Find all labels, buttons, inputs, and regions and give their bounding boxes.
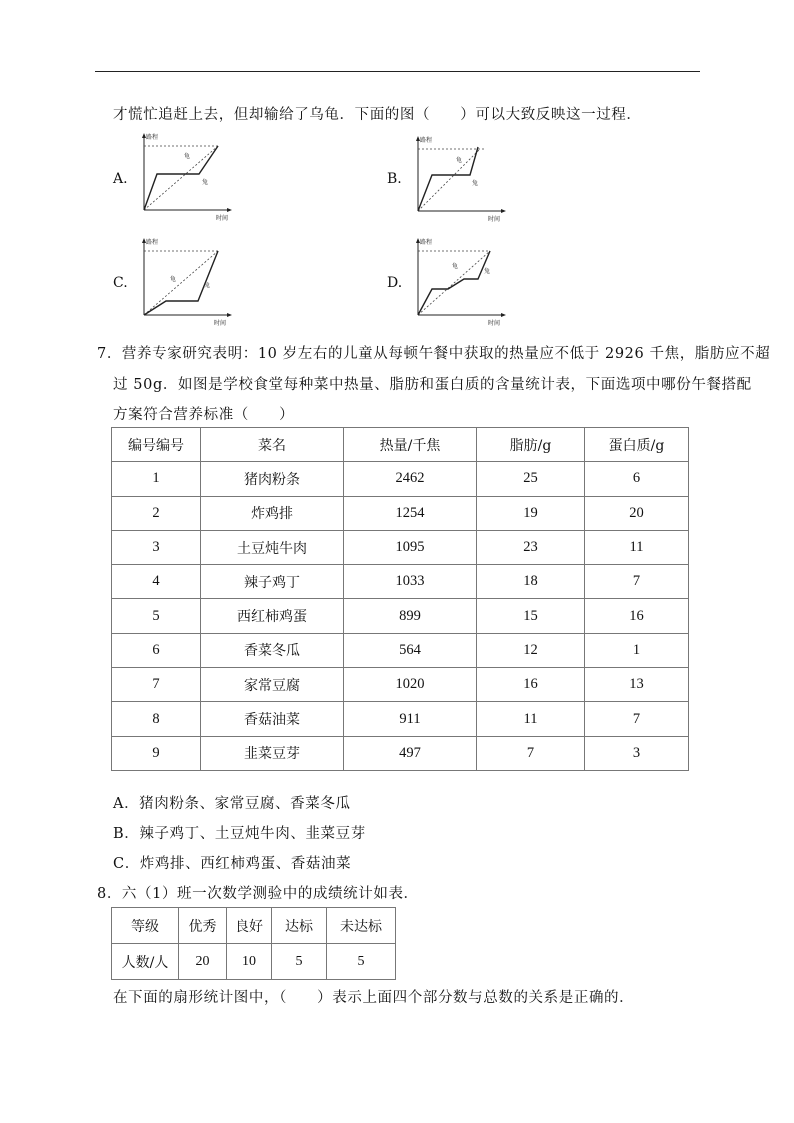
q6-a-y-axis-label: 路程 [146, 134, 159, 141]
cell-id: 3 [112, 530, 201, 564]
cell-protein: 7 [585, 565, 689, 599]
table-row [112, 565, 689, 599]
q6-b-x-axis-label: 时间 [488, 216, 501, 223]
cell-fat: 18 [477, 565, 585, 599]
col-header-id: 编号编号 [112, 428, 201, 462]
cell-protein: 11 [585, 530, 689, 564]
cell-fat: 11 [477, 702, 585, 736]
col-header-protein: 蛋白质/g [585, 428, 689, 462]
cell-fat: 12 [477, 633, 585, 667]
table-row [112, 736, 689, 770]
col-header-energy: 热量/千焦 [344, 428, 477, 462]
grade-count-fail: 5 [327, 944, 396, 980]
cell-energy: 497 [344, 736, 477, 770]
q6-d-rabbit-label: 兔 [484, 268, 491, 275]
q6-b-rabbit-label: 兔 [472, 180, 479, 187]
cell-dish: 家常豆腐 [201, 668, 344, 702]
q6-option-a-label: A. [113, 171, 128, 187]
cell-dish: 香菜冬瓜 [201, 633, 344, 667]
cell-energy: 564 [344, 633, 477, 667]
grade-header-good: 良好 [227, 908, 272, 944]
cell-protein: 1 [585, 633, 689, 667]
q6-option-b-label: B. [387, 171, 402, 187]
cell-protein: 3 [585, 736, 689, 770]
grade-count-pass: 5 [272, 944, 327, 980]
cell-id: 2 [112, 496, 201, 530]
nutrition-table-header [112, 428, 689, 462]
q6-d-tortoise-label: 龟 [452, 263, 459, 270]
cell-dish: 猪肉粉条 [201, 462, 344, 496]
header-rule [95, 71, 700, 72]
cell-id: 5 [112, 599, 201, 633]
grade-header-pass: 达标 [272, 908, 327, 944]
cell-dish: 西红柿鸡蛋 [201, 599, 344, 633]
cell-id: 9 [112, 736, 201, 770]
cell-protein: 7 [585, 702, 689, 736]
cell-fat: 7 [477, 736, 585, 770]
cell-protein: 20 [585, 496, 689, 530]
cell-id: 7 [112, 668, 201, 702]
q6-c-rabbit-label: 兔 [204, 282, 211, 289]
cell-id: 1 [112, 462, 201, 496]
grade-header-excellent: 优秀 [179, 908, 227, 944]
cell-fat: 16 [477, 668, 585, 702]
col-header-dish: 菜名 [201, 428, 344, 462]
grade-table [111, 907, 396, 980]
cell-energy: 2462 [344, 462, 477, 496]
grade-count-excellent: 20 [179, 944, 227, 980]
q7-choice-b: B．辣子鸡丁、土豆炖牛肉、韭菜豆芽 [113, 826, 366, 842]
cell-energy: 1095 [344, 530, 477, 564]
q6-c-tortoise-label: 龟 [170, 276, 177, 283]
cell-id: 6 [112, 633, 201, 667]
table-row [112, 496, 689, 530]
q7-stem-line3: 方案符合营养标准（ ） [113, 407, 295, 423]
q6-option-d-label: D. [387, 275, 403, 291]
q7-stem-line1: 7．营养专家研究表明：10 岁左右的儿童从每顿午餐中获取的热量应不低于 2926 千焦，脂肪应不超 [97, 346, 771, 362]
q6-option-c-label: C. [113, 275, 128, 291]
grade-header-fail: 未达标 [327, 908, 396, 944]
q6-b-y-axis-label: 路程 [420, 137, 433, 144]
q6-graph-b [408, 133, 508, 223]
q6-b-tortoise-label: 龟 [456, 157, 463, 164]
col-header-fat: 脂肪/g [477, 428, 585, 462]
cell-fat: 23 [477, 530, 585, 564]
q8-stem: 8．六（1）班一次数学测验中的成绩统计如表． [97, 886, 419, 902]
cell-fat: 19 [477, 496, 585, 530]
q6-a-tortoise-label: 龟 [184, 153, 191, 160]
q6-graph-d [408, 235, 508, 327]
cell-energy: 1254 [344, 496, 477, 530]
cell-dish: 香菇油菜 [201, 702, 344, 736]
grade-table-row [112, 944, 396, 980]
cell-energy: 911 [344, 702, 477, 736]
cell-id: 4 [112, 565, 201, 599]
table-row [112, 668, 689, 702]
cell-dish: 辣子鸡丁 [201, 565, 344, 599]
table-row [112, 462, 689, 496]
q7-stem-line2: 过 50g．如图是学校食堂每种菜中热量、脂肪和蛋白质的含量统计表，下面选项中哪份午餐搭配 [113, 377, 752, 393]
table-row [112, 530, 689, 564]
q7-choice-a: A．猪肉粉条、家常豆腐、香菜冬瓜 [113, 796, 351, 812]
table-row [112, 702, 689, 736]
grade-count-good: 10 [227, 944, 272, 980]
q6-intro: 才慌忙追赶上去，但却输给了乌龟．下面的图（ ）可以大致反映这一过程． [113, 107, 642, 123]
q6-d-x-axis-label: 时间 [488, 320, 501, 327]
cell-energy: 1020 [344, 668, 477, 702]
q6-c-x-axis-label: 时间 [214, 320, 227, 327]
cell-dish: 炸鸡排 [201, 496, 344, 530]
grade-header-level: 等级 [112, 908, 179, 944]
cell-fat: 25 [477, 462, 585, 496]
q6-a-x-axis-label: 时间 [216, 215, 229, 222]
q6-a-rabbit-label: 兔 [202, 179, 209, 186]
cell-energy: 1033 [344, 565, 477, 599]
cell-dish: 韭菜豆芽 [201, 736, 344, 770]
q6-graph-a [134, 130, 234, 222]
cell-energy: 899 [344, 599, 477, 633]
cell-dish: 土豆炖牛肉 [201, 530, 344, 564]
table-row [112, 599, 689, 633]
q7-choice-c: C．炸鸡排、西红柿鸡蛋、香菇油菜 [113, 856, 352, 872]
q6-d-y-axis-label: 路程 [420, 239, 433, 246]
cell-protein: 13 [585, 668, 689, 702]
cell-protein: 6 [585, 462, 689, 496]
q6-graph-c [134, 235, 234, 327]
grade-row-label: 人数/人 [112, 944, 179, 980]
table-row [112, 633, 689, 667]
cell-fat: 15 [477, 599, 585, 633]
grade-table-header [112, 908, 396, 944]
q6-c-y-axis-label: 路程 [146, 239, 159, 246]
nutrition-table [111, 427, 689, 771]
q8-tail: 在下面的扇形统计图中，（ ）表示上面四个部分数与总数的关系是正确的． [113, 990, 635, 1006]
cell-id: 8 [112, 702, 201, 736]
cell-protein: 16 [585, 599, 689, 633]
